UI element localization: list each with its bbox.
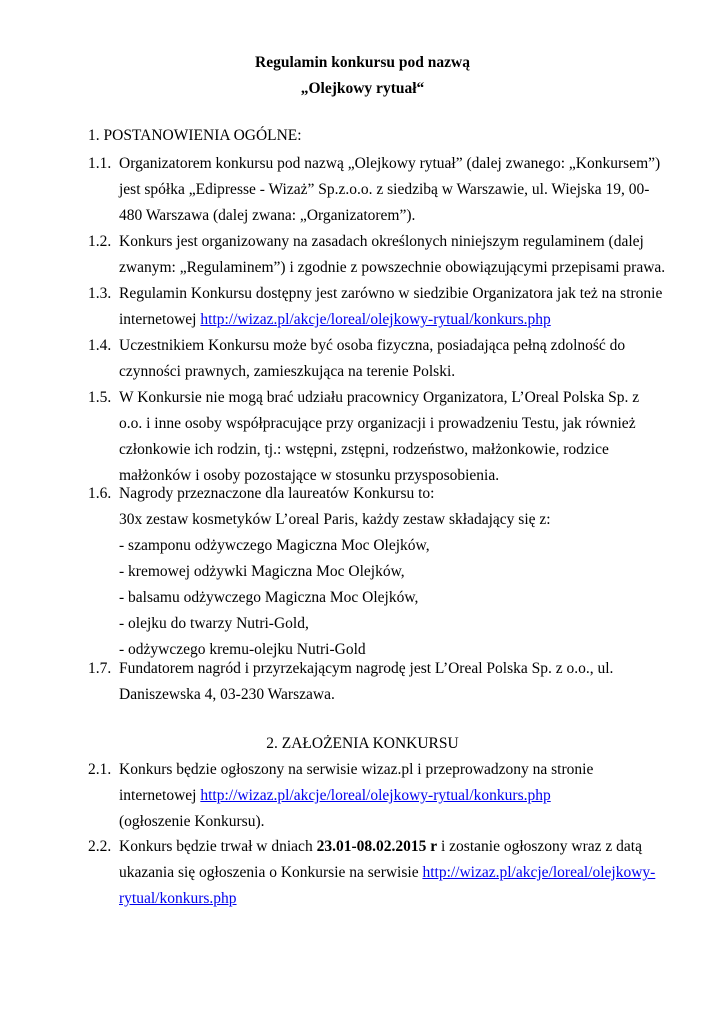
clause-line: Nagrody przeznaczone dla laureatów Konkursu to:: [119, 485, 435, 502]
clause-text: [119, 385, 649, 489]
clause-text: [119, 333, 649, 385]
document-subtitle: „Olejkowy rytuał“: [300, 80, 425, 97]
clause-line: członkowie ich rodzin, tj.: wstępni, zstępni, rodzeństwo, małżonkowie, rodzice: [119, 441, 609, 458]
prize-list-item: - kremowej odżywki Magiczna Moc Olejków,: [119, 563, 405, 580]
clause-line: zwanym: „Regulaminem”) i zgodnie z powszechnie obowiązującymi przepisami prawa.: [119, 259, 666, 276]
clause-line-suffix: i zostanie ogłoszony wraz z datą: [437, 838, 642, 855]
clause-line: 30x zestaw kosmetyków L’oreal Paris, każdy zestaw składający się z:: [119, 511, 551, 528]
clause-line: Daniszewska 4, 03-230 Warszawa.: [119, 686, 335, 703]
clause-line: [119, 307, 649, 333]
clause-number: 1.5.: [88, 389, 112, 406]
clause-line: W Konkursie nie mogą brać udziału pracownicy Organizatora, L’Oreal Polska Sp. z: [119, 389, 640, 406]
clause-number: 2.2.: [88, 838, 112, 855]
contest-dates: 23.01-08.02.2015 r: [316, 838, 438, 855]
clause-line: Regulamin Konkursu dostępny jest zarówno w siedzibie Organizatora jak też na stronie: [119, 285, 663, 302]
prize-list-item: - olejku do twarzy Nutri-Gold,: [119, 615, 309, 632]
clause-number: 1.4.: [88, 337, 112, 354]
clause-number: 1.6.: [88, 485, 112, 502]
clause-line: Konkurs będzie ogłoszony na serwisie wizaz.pl i przeprowadzony na stronie: [119, 761, 594, 778]
regulamin-link[interactable]: http://wizaz.pl/akcje/loreal/olejkowy-rytual/konkurs.php: [200, 311, 551, 328]
clause-number: 1.1.: [88, 155, 112, 172]
prize-list-item: - odżywczego kremu-olejku Nutri-Gold: [119, 641, 366, 658]
clause-line-prefix: internetowej: [119, 311, 201, 328]
clause-line: Uczestnikiem Konkursu może być osoba fizyczna, posiadająca pełną zdolność do: [119, 337, 626, 354]
clause-line: [119, 783, 649, 809]
clause-number: 1.3.: [88, 285, 112, 302]
clause-line: czynności prawnych, zamieszkująca na terenie Polski.: [119, 363, 456, 380]
announcement-link-continued[interactable]: rytual/konkurs.php: [119, 890, 237, 907]
clause-line: o.o. i inne osoby współpracujące przy organizacji i prowadzeniu Testu, jak również: [119, 415, 636, 432]
clause-text: [119, 757, 649, 835]
prize-list-item: - balsamu odżywczego Magiczna Moc Olejków,: [119, 589, 419, 606]
clause-number: 2.1.: [88, 761, 112, 778]
clause-line: 480 Warszawa (dalej zwana: „Organizatorem”).: [119, 207, 416, 224]
clause-line: jest spółka „Edipresse - Wizaż” Sp.z.o.o. z siedzibą w Warszawie, ul. Wiejska 19, 00-: [119, 181, 650, 198]
section-2-heading: 2. ZAŁOŻENIA KONKURSU: [266, 735, 459, 752]
konkurs-link[interactable]: http://wizaz.pl/akcje/loreal/olejkowy-rytual/konkurs.php: [200, 787, 551, 804]
clause-line: małżonków i osoby pozostające w stosunku przysposobienia.: [119, 467, 500, 484]
clause-text: [119, 834, 656, 912]
clause-line: Konkurs jest organizowany na zasadach określonych niniejszym regulaminem (dalej: [119, 233, 644, 250]
announcement-link[interactable]: http://wizaz.pl/akcje/loreal/olejkowy-: [422, 864, 656, 881]
clause-line: (ogłoszenie Konkursu).: [119, 813, 265, 830]
clause-line-prefix: internetowej: [119, 787, 201, 804]
clause-line: [119, 886, 649, 912]
clause-line: Organizatorem konkursu pod nazwą „Olejkowy rytuał” (dalej zwanego: „Konkursem”): [119, 155, 661, 172]
clause-line: [119, 834, 649, 860]
clause-number: 1.7.: [88, 660, 112, 677]
prize-list-item: - szamponu odżywczego Magiczna Moc Olejków,: [119, 537, 430, 554]
clause-line-prefix: Konkurs będzie trwał w dniach: [119, 838, 317, 855]
clause-text: [119, 151, 661, 229]
clause-line: [119, 860, 656, 886]
clause-line-prefix: ukazania się ogłoszenia o Konkursie na serwisie: [119, 864, 423, 881]
clause-text: [119, 281, 663, 333]
clause-text: [119, 229, 666, 281]
clause-text: [119, 481, 649, 663]
section-1-heading: 1. POSTANOWIENIA OGÓLNE:: [88, 127, 302, 144]
clause-number: 1.2.: [88, 233, 112, 250]
clause-line: Fundatorem nagród i przyrzekającym nagrodę jest L’Oreal Polska Sp. z o.o., ul.: [119, 660, 614, 677]
clause-text: [119, 656, 649, 708]
document-title: Regulamin konkursu pod nazwą: [255, 54, 470, 71]
